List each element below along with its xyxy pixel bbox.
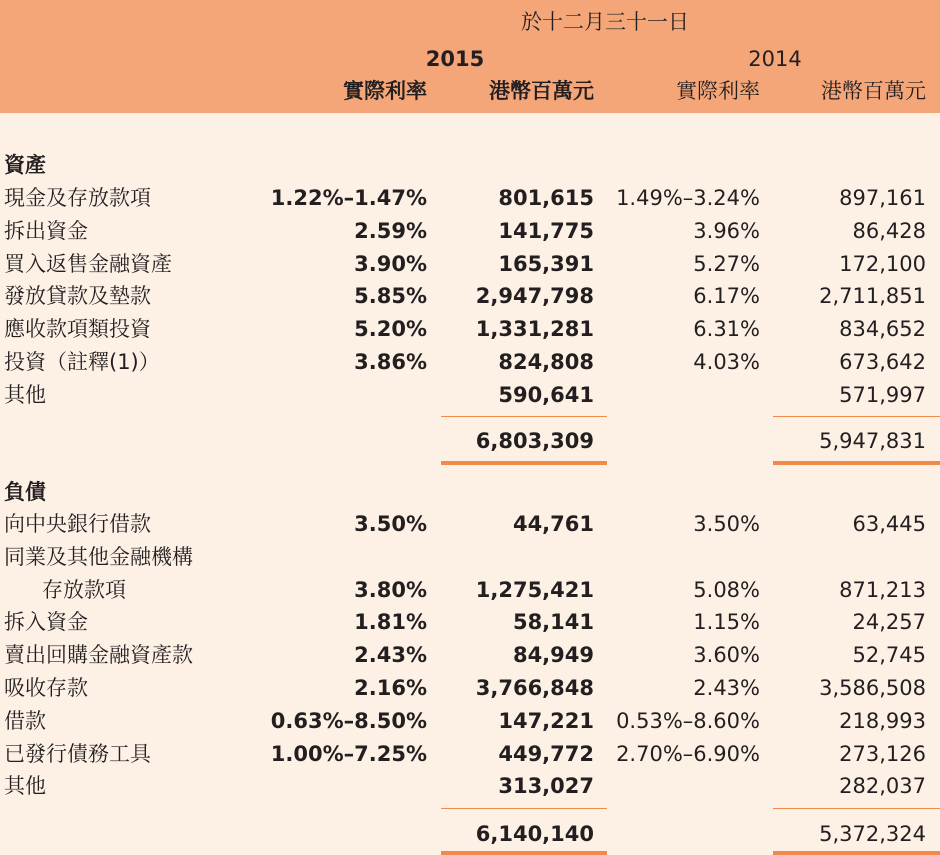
row-label: 借款 xyxy=(4,708,46,733)
assets-total-2015: 6,803,309 xyxy=(475,429,594,453)
amount-2015-cell: 44,761 xyxy=(512,512,594,536)
row-label: 投資（註釋(1)） xyxy=(4,350,160,374)
rate-2015-cell: 2.43% xyxy=(354,643,427,668)
amount-2015-cell: 1,331,281 xyxy=(475,317,594,342)
rate-2015-cell: 1.81% xyxy=(354,610,427,635)
period-label: 於十二月三十一日 xyxy=(521,10,689,34)
amount-2015-cell: 801,615 xyxy=(498,186,594,210)
rate-2014-cell: 4.03% xyxy=(693,350,760,374)
rate-2014-cell: 6.31% xyxy=(693,317,760,342)
row-label: 其他 xyxy=(4,774,46,799)
rate-2015-cell: 5.85% xyxy=(354,284,427,309)
row-label: 現金及存放款項 xyxy=(4,186,151,210)
amount-2014-cell: 63,445 xyxy=(852,512,926,536)
rate-2014-cell: 1.49%–3.24% xyxy=(616,186,760,210)
amount-2015-cell: 165,391 xyxy=(498,251,594,276)
assets-heading: 資產 xyxy=(4,153,46,177)
liabilities-total-2015: 6,140,140 xyxy=(475,822,594,846)
row-label: 存放款項 xyxy=(42,577,126,602)
rate-2014-cell: 5.27% xyxy=(693,251,760,276)
liabilities-total-rule-2015 xyxy=(441,851,607,855)
rate-2014-cell: 3.50% xyxy=(693,512,760,536)
rate-2014-cell: 3.96% xyxy=(693,218,760,243)
amount-2014-cell: 86,428 xyxy=(852,218,926,243)
rate-2014-cell: 5.08% xyxy=(693,577,760,602)
liabilities-subtotal-rule-2014 xyxy=(773,808,940,809)
amount-2015-cell: 58,141 xyxy=(512,610,594,635)
row-label: 賣出回購金融資產款 xyxy=(4,643,193,668)
rate-2015-cell: 3.80% xyxy=(354,577,427,602)
amount-2015-cell: 313,027 xyxy=(498,774,594,799)
year-2014-heading: 2014 xyxy=(748,47,802,71)
row-label: 拆入資金 xyxy=(4,610,88,635)
amount-2014-cell: 897,161 xyxy=(839,186,926,210)
rate-2015-cell: 2.59% xyxy=(354,218,427,243)
row-label: 已發行債務工具 xyxy=(4,741,151,766)
assets-subtotal-rule-2015 xyxy=(441,416,607,417)
liabilities-subtotal-rule-2015 xyxy=(441,808,607,809)
rate-2015-cell: 5.20% xyxy=(354,317,427,342)
amount-2015-cell: 3,766,848 xyxy=(475,676,594,700)
liabilities-total-rule-2014 xyxy=(773,851,940,855)
rate-2014-cell: 2.43% xyxy=(693,676,760,700)
rate-2015-cell: 2.16% xyxy=(354,676,427,700)
row-label: 應收款項類投資 xyxy=(4,317,151,342)
row-label: 同業及其他金融機構 xyxy=(4,544,193,569)
rate-2015-cell: 3.86% xyxy=(354,350,427,374)
amount-2014-cell: 2,711,851 xyxy=(819,284,926,309)
amount-2015-cell: 449,772 xyxy=(498,741,594,766)
amount-2014-cell: 673,642 xyxy=(839,350,926,374)
rate-2014-cell: 0.53%–8.60% xyxy=(616,708,760,733)
amount-2014-cell: 172,100 xyxy=(839,251,926,276)
rate-2014-cell: 6.17% xyxy=(693,284,760,309)
amount-2015-cell: 1,275,421 xyxy=(475,577,594,602)
assets-total-2014: 5,947,831 xyxy=(819,429,926,453)
year-2015-heading: 2015 xyxy=(425,47,485,71)
amount-2015-cell: 147,221 xyxy=(498,708,594,733)
liabilities-heading: 負債 xyxy=(4,480,46,504)
assets-subtotal-rule-2014 xyxy=(773,416,940,417)
row-label: 吸收存款 xyxy=(4,676,88,700)
rate-2014-cell: 2.70%–6.90% xyxy=(616,741,760,766)
rate-2014-cell: 3.60% xyxy=(693,643,760,668)
amount-2014-cell: 273,126 xyxy=(839,741,926,766)
assets-total-rule-2014 xyxy=(773,461,940,465)
col-rate-2015: 實際利率 xyxy=(343,79,427,103)
rate-2015-cell: 1.22%–1.47% xyxy=(270,186,427,210)
row-label: 買入返售金融資產 xyxy=(4,251,172,276)
amount-2014-cell: 24,257 xyxy=(852,610,926,635)
rate-2015-cell: 3.50% xyxy=(354,512,427,536)
col-amount-2014: 港幣百萬元 xyxy=(821,79,926,103)
amount-2014-cell: 218,993 xyxy=(839,708,926,733)
assets-total-rule-2015 xyxy=(441,461,607,465)
row-label: 發放貸款及墊款 xyxy=(4,284,151,309)
amount-2014-cell: 571,997 xyxy=(839,382,926,407)
amount-2014-cell: 282,037 xyxy=(839,774,926,799)
row-label: 拆出資金 xyxy=(4,218,88,243)
amount-2014-cell: 871,213 xyxy=(839,577,926,602)
liabilities-total-2014: 5,372,324 xyxy=(819,822,926,846)
amount-2015-cell: 2,947,798 xyxy=(475,284,594,309)
rate-2014-cell: 1.15% xyxy=(693,610,760,635)
amount-2015-cell: 84,949 xyxy=(512,643,594,668)
rate-2015-cell: 1.00%–7.25% xyxy=(270,741,427,766)
row-label: 其他 xyxy=(4,382,46,407)
amount-2015-cell: 824,808 xyxy=(498,350,594,374)
row-label: 向中央銀行借款 xyxy=(4,512,151,536)
amount-2014-cell: 834,652 xyxy=(839,317,926,342)
col-rate-2014: 實際利率 xyxy=(676,79,760,103)
col-amount-2015: 港幣百萬元 xyxy=(489,79,594,103)
rate-2015-cell: 3.90% xyxy=(354,251,427,276)
amount-2014-cell: 3,586,508 xyxy=(819,676,926,700)
amount-2015-cell: 141,775 xyxy=(498,218,594,243)
rate-2015-cell: 0.63%–8.50% xyxy=(270,708,427,733)
amount-2015-cell: 590,641 xyxy=(498,382,594,407)
amount-2014-cell: 52,745 xyxy=(852,643,926,668)
